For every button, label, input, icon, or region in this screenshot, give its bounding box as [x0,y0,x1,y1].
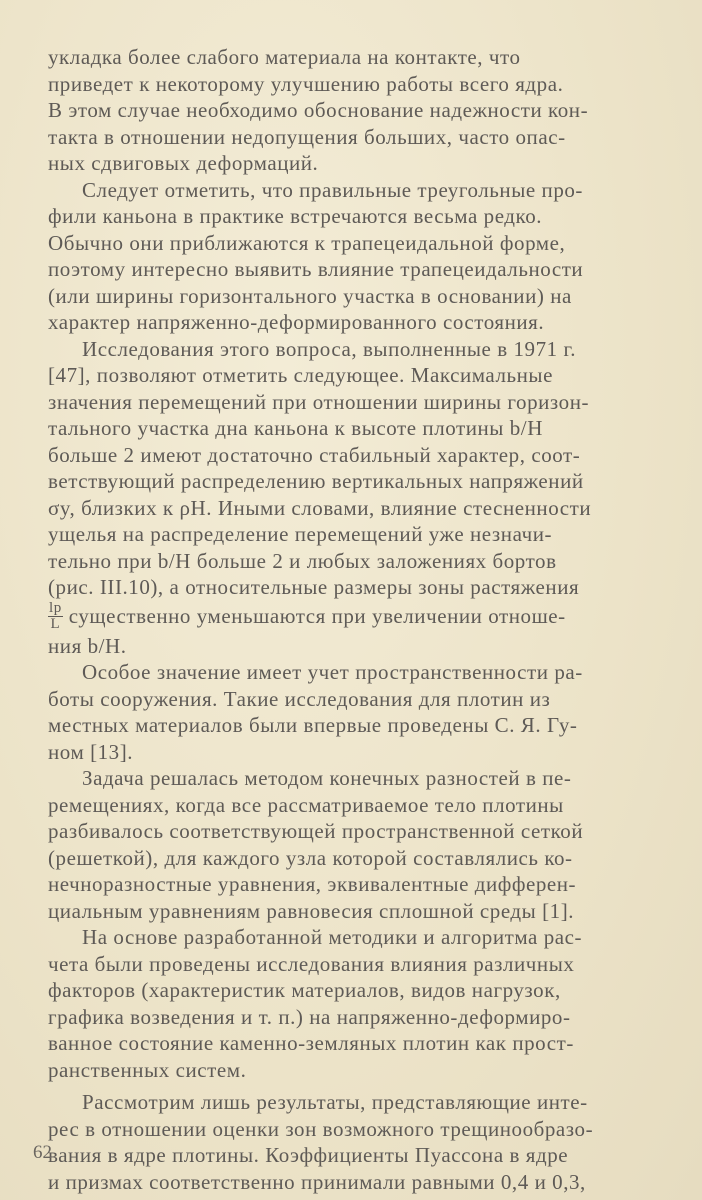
text-line: ранственных систем. [48,1057,247,1082]
text-line: графика возведения и т. п.) на напряженно-деформиро- [48,1004,571,1029]
text-line: фили каньона в практике встречаются весьма редко. [48,204,543,228]
text-line: чета были проведены исследования влияния различных [48,951,575,976]
text-line: σy, близких к ρH. Иными словами, влияние стесненности [48,495,592,520]
text-line: На основе разработанной методики и алгоритма рас- [82,925,583,949]
text-line: рес в отношении оценки зон возможного трещинообразо- [48,1116,594,1141]
text-line: Обычно они приближаются к трапецеидальной форме, [48,230,566,255]
text-line: Особое значение имеет учет пространственности ра- [82,660,583,684]
text-line: значения перемещений при отношении ширины горизон- [48,389,590,414]
text-line: тельно при b/H больше 2 и любых заложениях бортов [48,548,557,573]
text-line: [47], позволяют отметить следующее. Максимальные [48,363,553,387]
text-line: и призмах соответственно принимали равными 0,4 и 0,3, [48,1169,586,1194]
text-line: факторов (характеристик материалов, видов нагрузок, [48,978,561,1002]
text-line: ном [13]. [48,739,134,764]
text-line: В этом случае необходимо обоснование надежности кон- [48,98,589,122]
text-line: вания в ядре плотины. Коэффициенты Пуассона в ядре [48,1143,569,1167]
text-line: Следует отметить, что правильные треугольные про- [82,177,583,202]
text-line: существенно уменьшаются при увеличении отноше- [68,604,566,629]
text-line: больше 2 имеют достаточно стабильный характер, соот- [48,442,581,467]
text-line: ремещениях, когда все рассматриваемое тело плотины [48,792,564,817]
text-line: ущелья на распределение перемещений уже незначи- [48,522,553,546]
text-line: разбивалось соответствующей пространственной сеткой [48,819,584,843]
paragraph-4 [48,659,680,765]
text-line: Исследования этого вопроса, выполненные в 1971 г. [82,336,577,361]
text-line: боты сооружения. Такие исследования для плотин из [48,686,551,711]
paragraph-7 [48,1089,680,1195]
body-text [48,44,680,1195]
text-line: ванное состояние каменно-земляных плотин как прост- [48,1031,574,1055]
text-line: (или ширины горизонтального участка в основании) на [48,283,572,308]
text-line: характер напряженно-деформированного состояния. [48,310,545,334]
fraction-denominator: L [50,616,61,632]
fraction-lp-over-l [48,601,63,632]
text-line: ветствующий распределению вертикальных напряжений [48,469,584,493]
paragraph-2 [48,177,680,336]
text-line: ных сдвиговых деформаций. [48,151,319,175]
text-line: Задача решалась методом конечных разностей в пе- [82,766,572,790]
text-line: поэтому интересно выявить влияние трапецеидальности [48,257,584,281]
text-line-with-fraction [48,601,680,633]
text-line: местных материалов были впервые проведены С. Я. Гу- [48,713,578,737]
fraction-numerator: lp [49,600,62,616]
text-line: (рис. III.10), а относительные размеры зоны растяжения [48,575,580,599]
text-line: циальным уравнениям равновесия сплошной среды [1]. [48,898,575,923]
paragraph-3 [48,336,680,660]
paragraph-6 [48,924,680,1083]
text-line: ния b/H. [48,633,127,658]
text-line: тального участка дна каньона к высоте плотины b/H [48,416,543,440]
paragraph-5 [48,765,680,924]
paragraph-1 [48,44,680,177]
text-line: такта в отношении недопущения больших, часто опас- [48,124,566,149]
page-number: 62 [33,1142,52,1163]
text-line: приведет к некоторому улучшению работы всего ядра. [48,71,564,96]
text-line: нечноразностные уравнения, эквивалентные дифферен- [48,872,577,896]
text-line: укладка более слабого материала на контакте, что [48,45,521,69]
text-line: (решеткой), для каждого узла которой составлялись ко- [48,845,573,870]
text-line: Рассмотрим лишь результаты, представляющие инте- [82,1090,588,1114]
